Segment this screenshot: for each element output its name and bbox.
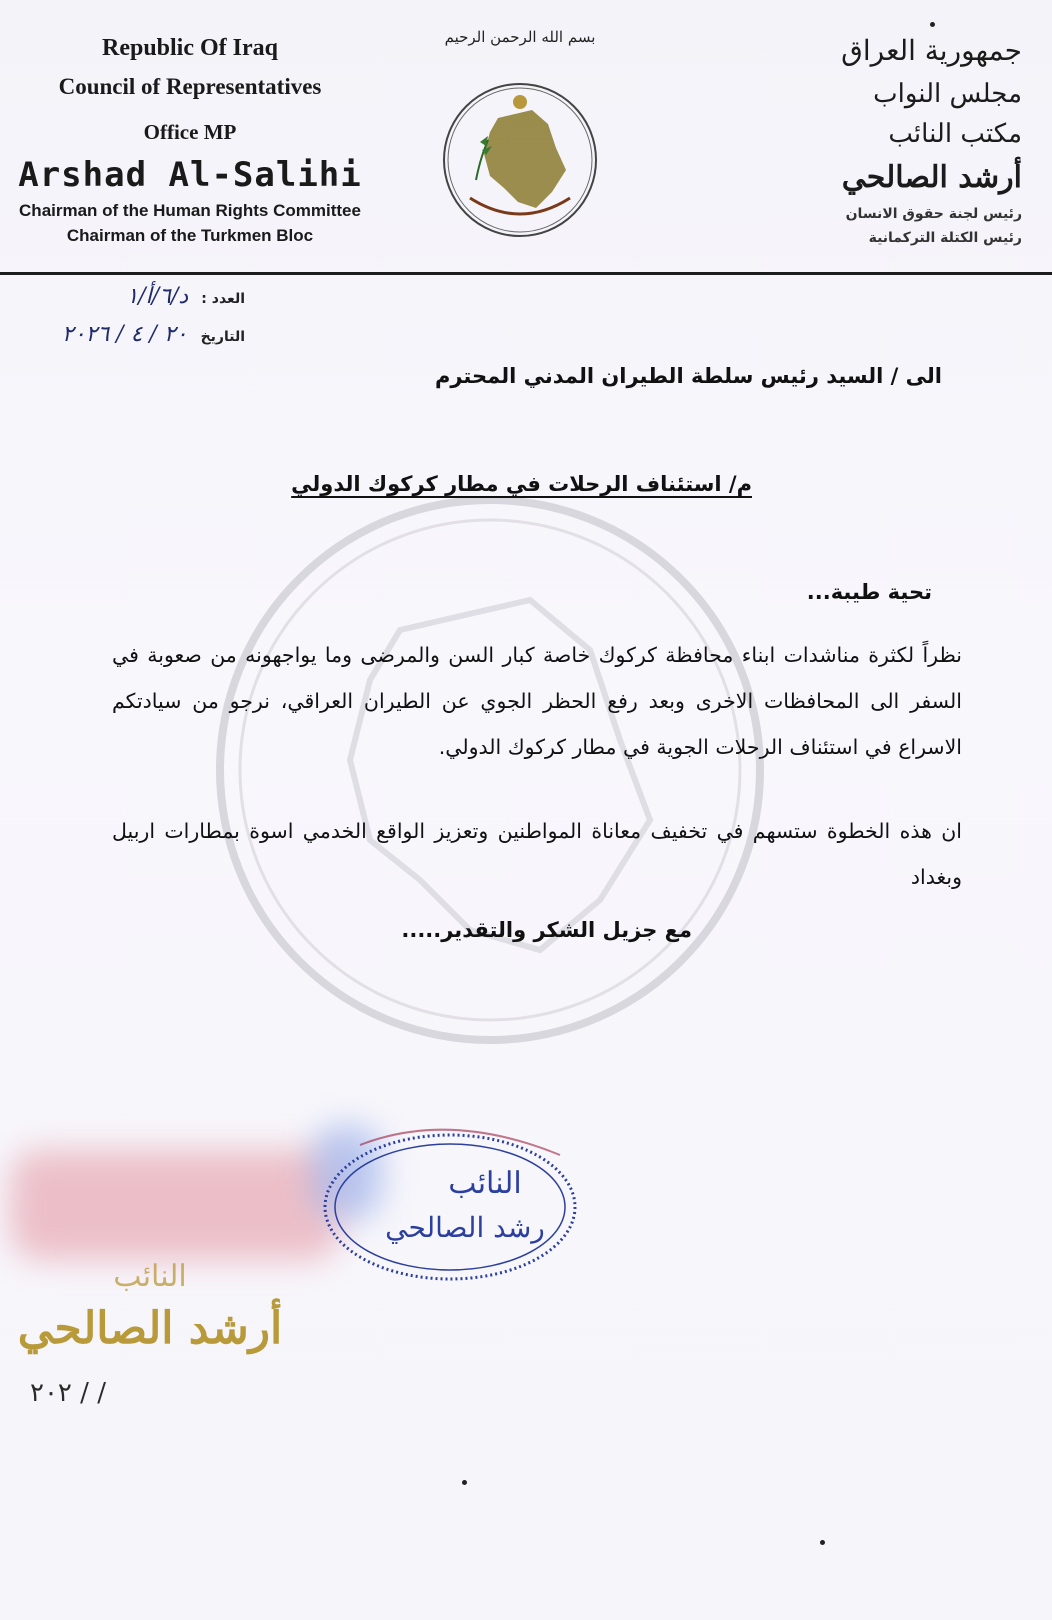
arabic-mp-title-1: رئيس لجنة حقوق الانسان	[845, 206, 1022, 222]
institution-name: Council of Representatives	[58, 74, 322, 99]
reference-date	[0, 322, 245, 347]
emblem-logo	[440, 80, 600, 240]
redacted-signature	[10, 1150, 340, 1260]
signature-date: ٢٠٢ / /	[30, 1378, 106, 1408]
body-paragraph-2: ان هذه الخطوة ستسهم في تخفيف معاناة المواطنين وتعزيز الواقع الخدمي اسوة بمطارات اربيل وبغداد	[112, 819, 962, 889]
letter-subject: م/ استئناف الرحلات في مطار كركوك الدولي	[291, 472, 752, 496]
mp-title-2: Chairman of the Turkmen Bloc	[66, 226, 314, 245]
arabic-country-name: جمهورية العراق	[841, 34, 1022, 67]
arabic-mp-name: أرشد الصالحي	[841, 160, 1022, 195]
gold-signature-seal	[0, 1255, 300, 1359]
mp-name: Arshad Al-Salihi	[18, 155, 362, 195]
reference-number	[0, 284, 245, 309]
mp-title-1: Chairman of the Human Rights Committee	[19, 201, 361, 220]
closing-line: مع جزيل الشكر والتقدير.....	[401, 918, 692, 942]
gold-seal-name: أرشد الصالحي	[17, 1303, 283, 1354]
speck	[462, 1480, 467, 1485]
watermark-seal	[200, 480, 780, 1060]
gold-seal-title: النائب	[113, 1259, 187, 1294]
office-label: Office MP	[143, 120, 237, 144]
header-divider	[0, 272, 1052, 275]
blue-ink-stamp	[300, 1115, 585, 1290]
basmala: بسم الله الرحمن الرحيم	[444, 28, 596, 46]
reference-number-label: العدد :	[201, 291, 245, 307]
stamp-line-2: رشد الصالحي	[385, 1211, 545, 1244]
arabic-mp-title-2: رئيس الكتلة التركمانية	[868, 230, 1022, 246]
arabic-office-label: مكتب النائب	[888, 119, 1022, 149]
addressee: الى / السيد رئيس سلطة الطيران المدني المحترم	[434, 364, 942, 388]
speck	[820, 1540, 825, 1545]
speck	[930, 22, 935, 27]
stamp-line-1: النائب	[448, 1166, 522, 1201]
country-name: Republic Of Iraq	[101, 35, 278, 61]
reference-date-value: ٢٠ / ٤ / ٢٠٢٦	[61, 322, 188, 347]
reference-number-value: د/٦/أ/١	[126, 284, 189, 309]
arabic-institution-name: مجلس النواب	[873, 79, 1022, 109]
greeting: تحية طيبة...	[806, 580, 932, 604]
body-paragraph-1: نظراً لكثرة مناشدات ابناء محافظة كركوك خاصة كبار السن والمرضى وما يواجهونه من صعوبة في السفر الى المحافظات الاخرى وبعد رفع الحظر الجوي عن الطيران العراقي، نرجو من سيادتكم الاسراع في استئناف الرحلات الجوية في مطار كركوك الدولي.	[112, 643, 962, 759]
letterhead-english	[0, 28, 380, 248]
reference-date-label: التاريخ	[200, 329, 245, 345]
letterhead-arabic	[722, 28, 1022, 250]
